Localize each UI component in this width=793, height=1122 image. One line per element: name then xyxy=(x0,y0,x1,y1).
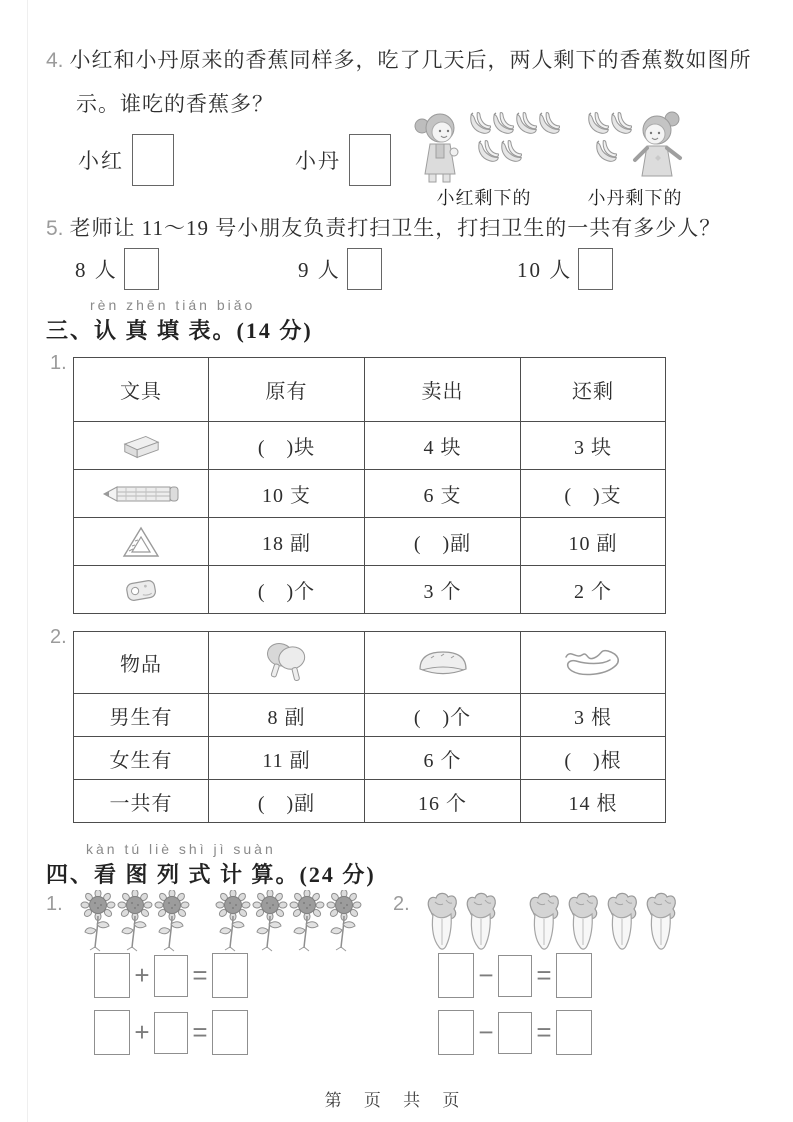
table-1-cell: ( )副 xyxy=(365,518,521,566)
sunflower-icon xyxy=(289,890,325,954)
equation-box[interactable] xyxy=(94,1010,130,1055)
section-3-title: 三、认 真 填 表。(14 分) xyxy=(46,318,313,343)
q4-answer-label-xiaodan: 小丹 xyxy=(295,149,341,173)
problem-2-number: 2. xyxy=(393,893,410,915)
equation-row xyxy=(94,953,248,998)
table-2-cell: ( )根 xyxy=(521,737,666,780)
paddles-icon xyxy=(261,642,313,684)
q4-figure xyxy=(410,110,686,210)
section-4-title: 四、看 图 列 式 计 算。(24 分) xyxy=(46,862,376,887)
table-1-cell: 18 副 xyxy=(209,518,365,566)
banana-icon xyxy=(497,138,523,168)
table-2-cell: 6 个 xyxy=(365,737,521,780)
table-1-header-stationery: 文具 xyxy=(74,358,209,422)
xiaodan-figure xyxy=(584,110,686,210)
banana-icon xyxy=(592,138,618,168)
table-2-number: 2. xyxy=(50,626,67,648)
bread-icon xyxy=(416,647,470,679)
girl-ponytail-icon xyxy=(410,110,466,184)
page-margin-line xyxy=(27,0,28,1122)
q5-option-8-box[interactable] xyxy=(124,248,159,290)
table-2-row-label: 男生有 xyxy=(74,694,209,737)
cabbage-icon xyxy=(526,892,562,952)
equation-box[interactable] xyxy=(438,1010,474,1055)
equals-operator: = xyxy=(536,1017,552,1047)
table-1-cell: ( )块 xyxy=(209,422,365,470)
table-2-row-label: 女生有 xyxy=(74,737,209,780)
sunflower-icon xyxy=(80,890,116,954)
table-1-cell: 6 支 xyxy=(365,470,521,518)
sunflower-icon xyxy=(117,890,153,954)
problem-1-number: 1. xyxy=(46,893,63,915)
section-3-pinyin: rèn zhēn tián biǎo xyxy=(90,297,256,313)
q5-option-10 xyxy=(517,248,613,290)
cabbage-icon xyxy=(463,892,499,952)
question-5-text: 老师让 11～19 号小朋友负责打扫卫生，打扫卫生的一共有多少人？ xyxy=(69,216,722,240)
table-1-cell: 4 块 xyxy=(365,422,521,470)
cabbage-icon xyxy=(643,892,679,952)
xiaodan-bananas xyxy=(584,110,630,170)
problem-1-equations xyxy=(94,953,248,1055)
banana-icon xyxy=(535,110,561,140)
table-1-number: 1. xyxy=(50,352,67,374)
equation-box[interactable] xyxy=(212,953,248,998)
question-4-text-line1: 小红和小丹原来的香蕉同样多，吃了几天后，两人剩下的香蕉数如图所 xyxy=(69,48,752,72)
plus-operator: + xyxy=(134,1017,150,1047)
sunflower-icon xyxy=(252,890,288,954)
equation-box[interactable] xyxy=(94,953,130,998)
table-2 xyxy=(73,631,666,823)
problem-2-picture xyxy=(424,892,682,952)
equals-operator: = xyxy=(192,1017,208,1047)
question-5 xyxy=(46,212,721,242)
equals-operator: = xyxy=(536,960,552,990)
equation-box[interactable] xyxy=(498,955,532,997)
q5-option-10-label: 10 人 xyxy=(517,258,573,282)
sunflower-icon xyxy=(154,890,190,954)
sharpener-icon xyxy=(122,575,160,605)
table-1-header-original: 原有 xyxy=(209,358,365,422)
page-footer: 第 页 共 页 xyxy=(324,1091,469,1110)
table-row xyxy=(74,632,666,694)
table-1-cell: ( )个 xyxy=(209,566,365,614)
table-2-cell: 3 根 xyxy=(521,694,666,737)
pencil-icon xyxy=(102,484,180,504)
table-row xyxy=(74,780,666,823)
table-row xyxy=(74,422,666,470)
table-2-cell: 11 副 xyxy=(209,737,365,780)
girl-bun-icon xyxy=(630,110,686,184)
table-1-cell: ( )支 xyxy=(521,470,666,518)
sunflower-icon xyxy=(326,890,362,954)
table-2-cell: 16 个 xyxy=(365,780,521,823)
table-1-cell: 3 块 xyxy=(521,422,666,470)
q5-option-9-box[interactable] xyxy=(347,248,382,290)
cabbage-icon xyxy=(565,892,601,952)
table-row xyxy=(74,358,666,422)
table-row xyxy=(74,470,666,518)
equation-box[interactable] xyxy=(212,1010,248,1055)
minus-operator: − xyxy=(478,960,494,990)
xiaohong-figure xyxy=(410,110,558,210)
equation-box[interactable] xyxy=(154,955,188,997)
problem-2-equations xyxy=(438,953,592,1055)
equals-operator: = xyxy=(192,960,208,990)
table-2-header-items: 物品 xyxy=(74,632,209,694)
jump-rope-icon xyxy=(562,645,624,681)
equation-row xyxy=(94,1010,248,1055)
cabbage-icon xyxy=(604,892,640,952)
question-4 xyxy=(46,44,752,74)
question-5-number: 5. xyxy=(46,217,64,240)
table-1-cell: 10 副 xyxy=(521,518,666,566)
question-4-text-line2: 示。谁吃的香蕉多？ xyxy=(76,92,274,116)
section-4-pinyin: kàn tú liè shì jì suàn xyxy=(86,841,276,857)
xiaohong-figure-label: 小红剩下的 xyxy=(436,188,532,208)
table-1-cell: 10 支 xyxy=(209,470,365,518)
equation-row xyxy=(438,953,592,998)
q4-answer-box-xiaohong[interactable] xyxy=(132,134,174,186)
table-2-cell: ( )副 xyxy=(209,780,365,823)
equation-box[interactable] xyxy=(438,953,474,998)
minus-operator: − xyxy=(478,1017,494,1047)
q5-option-9 xyxy=(298,248,382,290)
eraser-icon xyxy=(120,432,162,460)
question-4-number: 4. xyxy=(46,49,64,72)
q4-answer-box-xiaodan[interactable] xyxy=(349,134,391,186)
table-1-header-left: 还剩 xyxy=(521,358,666,422)
q5-option-10-box[interactable] xyxy=(578,248,613,290)
equation-box[interactable] xyxy=(498,1012,532,1054)
plus-operator: + xyxy=(134,960,150,990)
q4-answer-label-xiaohong: 小红 xyxy=(78,149,124,173)
q4-answer-xiaohong xyxy=(78,134,174,186)
equation-box[interactable] xyxy=(556,953,592,998)
table-1-header-sold: 卖出 xyxy=(365,358,521,422)
set-square-icon xyxy=(121,525,161,559)
table-row xyxy=(74,737,666,780)
problem-1-picture xyxy=(80,890,363,954)
table-1-cell: 3 个 xyxy=(365,566,521,614)
table-row xyxy=(74,566,666,614)
table-2-cell: ( )个 xyxy=(365,694,521,737)
equation-box[interactable] xyxy=(556,1010,592,1055)
table-row xyxy=(74,518,666,566)
table-2-cell: 14 根 xyxy=(521,780,666,823)
table-2-cell: 8 副 xyxy=(209,694,365,737)
xiaohong-bananas xyxy=(466,110,558,170)
sunflower-icon xyxy=(215,890,251,954)
equation-box[interactable] xyxy=(154,1012,188,1054)
equation-row xyxy=(438,1010,592,1055)
q4-answer-xiaodan xyxy=(295,134,391,186)
xiaodan-figure-label: 小丹剩下的 xyxy=(587,188,683,208)
q5-option-8 xyxy=(75,248,159,290)
cabbage-icon xyxy=(424,892,460,952)
table-2-row-label: 一共有 xyxy=(74,780,209,823)
q5-option-9-label: 9 人 xyxy=(298,258,341,282)
q5-option-8-label: 8 人 xyxy=(75,258,118,282)
table-1-cell: 2 个 xyxy=(521,566,666,614)
table-1 xyxy=(73,357,666,614)
table-row xyxy=(74,694,666,737)
